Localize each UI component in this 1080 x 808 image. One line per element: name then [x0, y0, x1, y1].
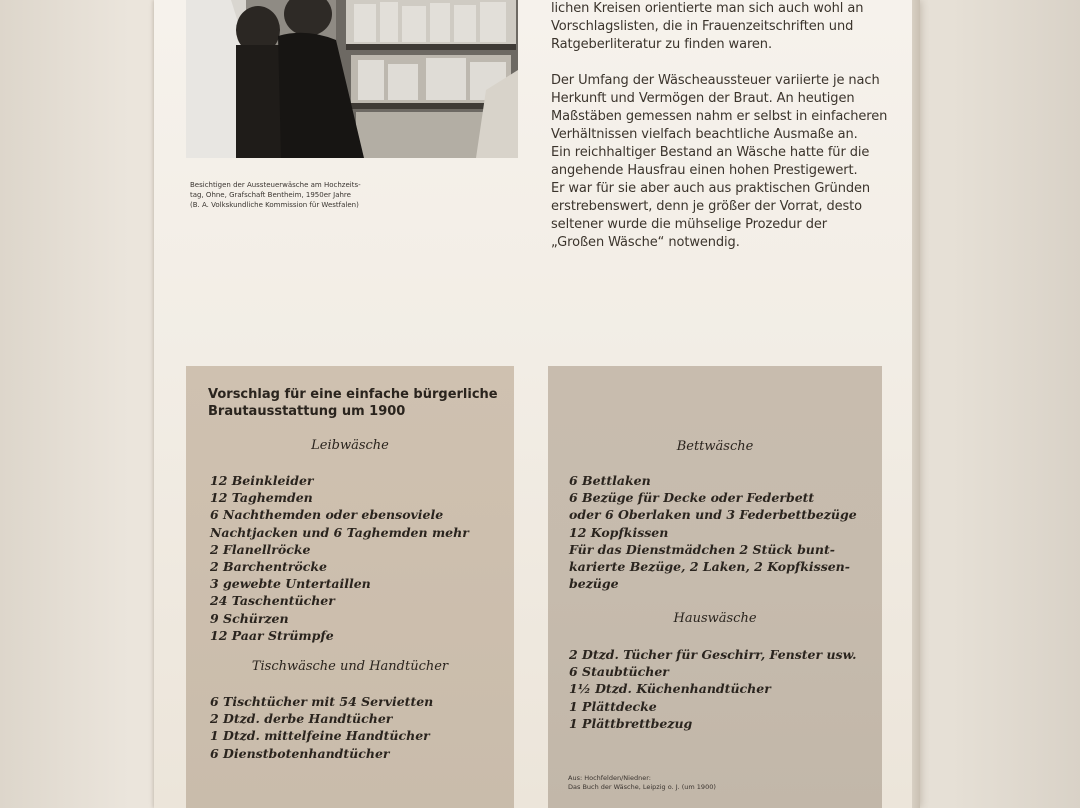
list-item: 1 Dtzd. mittelfeine Handtücher [210, 728, 430, 744]
text-line: erstrebenswert, denn je größer der Vorrat, desto [551, 199, 863, 214]
list-item: 1 Plättbrettbezug [569, 715, 693, 731]
list-item: 6 Dienstbotenhandtücher [210, 745, 390, 761]
list-item: karierte Bezüge, 2 Laken, 2 Kopfkissen- [569, 559, 850, 575]
text-line: „Großen Wäsche“ notwendig. [551, 235, 740, 250]
panel-edge [912, 0, 920, 808]
list-item: bezüge [569, 576, 619, 592]
list-item: 6 Staubtücher [569, 664, 669, 680]
section-heading-hauswaesche: Hauswäsche [673, 611, 757, 626]
list-hauswaesche [569, 646, 856, 732]
source-line: Das Buch der Wäsche, Leipzig o. J. (um 1900) [568, 783, 716, 791]
left-list-card [186, 366, 514, 808]
list-item: 12 Taghemden [210, 490, 313, 506]
list-leibwaesche [210, 472, 469, 644]
section-heading-bettwaesche: Bettwäsche [676, 439, 754, 454]
list-item: 2 Barchentröcke [210, 559, 327, 575]
list-item: 6 Bezüge für Decke oder Federbett [569, 490, 815, 506]
list-item: 9 Schürzen [210, 610, 289, 626]
text-line: Verhältnissen vielfach beachtliche Ausmaße an. [551, 127, 858, 142]
text-line: Herkunft und Vermögen der Braut. An heutigen [551, 91, 855, 106]
list-item: 2 Dtzd. derbe Handtücher [210, 711, 393, 727]
title-line: Vorschlag für eine einfache bürgerliche [208, 387, 498, 402]
list-item: 6 Tischtücher mit 54 Servietten [210, 694, 434, 709]
list-bettwaesche [569, 472, 857, 592]
title-line: Brautausstattung um 1900 [208, 404, 406, 419]
list-item: 6 Bettlaken [569, 473, 651, 488]
body-text [551, 0, 896, 270]
list-item: 6 Nachthemden oder ebensoviele [210, 507, 444, 523]
source-line: Aus: Hochfelden/Niedner: [568, 774, 651, 782]
text-line: lichen Kreisen orientierte man sich auch wohl an [551, 1, 864, 16]
list-item: Für das Dienstmädchen 2 Stück bunt- [569, 541, 835, 557]
list-item: 3 gewebte Untertaillen [210, 576, 371, 592]
list-item: 2 Dtzd. Tücher für Geschirr, Fenster usw. [569, 647, 857, 662]
photo-image [186, 0, 518, 158]
list-item: 12 Beinkleider [210, 473, 314, 488]
text-line: Er war für sie aber auch aus praktischen Gründen [551, 181, 871, 196]
paragraph-2 [551, 72, 896, 252]
list-item: Nachtjacken und 6 Taghemden mehr [210, 524, 469, 540]
section-heading-tischwaesche: Tischwäsche und Handtücher [251, 659, 449, 674]
text-line: angehende Hausfrau einen hohen Prestigewert. [551, 163, 858, 178]
source-citation [568, 774, 828, 792]
list-item: 24 Taschentücher [210, 593, 335, 609]
list-item: 12 Paar Strümpfe [210, 627, 334, 643]
card-title [208, 386, 508, 420]
list-item: 1 Plättdecke [569, 698, 657, 714]
list-tischwaesche [210, 693, 433, 762]
list-item: oder 6 Oberlaken und 3 Federbettbezüge [569, 507, 857, 523]
section-heading-leibwaesche: Leibwäsche [311, 438, 389, 453]
paragraph-1 [551, 0, 896, 54]
text-line: Vorschlagslisten, die in Frauenzeitschriften und [551, 19, 854, 34]
text-line: Maßstäben gemessen nahm er selbst in einfacheren [551, 109, 888, 124]
right-list-card [548, 366, 882, 808]
photo-caption [190, 180, 430, 210]
list-item: 1½ Dtzd. Küchenhandtücher [569, 681, 771, 697]
text-line: Ein reichhaltiger Bestand an Wäsche hatte für die [551, 145, 870, 160]
historical-photo [186, 0, 518, 158]
text-line: Ratgeberliteratur zu finden waren. [551, 37, 772, 52]
caption-line: (B. A. Volkskundliche Kommission für Westfalen) [190, 201, 359, 209]
text-line: seltener wurde die mühselige Prozedur der [551, 217, 827, 232]
caption-line: tag, Ohne, Grafschaft Bentheim, 1950er Jahre [190, 191, 351, 199]
text-line: Der Umfang der Wäscheaussteuer variierte je nach [551, 73, 880, 88]
list-item: 2 Flanellröcke [210, 541, 311, 557]
list-item: 12 Kopfkissen [569, 524, 669, 540]
caption-line: Besichtigen der Aussteuerwäsche am Hochzeits- [190, 181, 361, 189]
